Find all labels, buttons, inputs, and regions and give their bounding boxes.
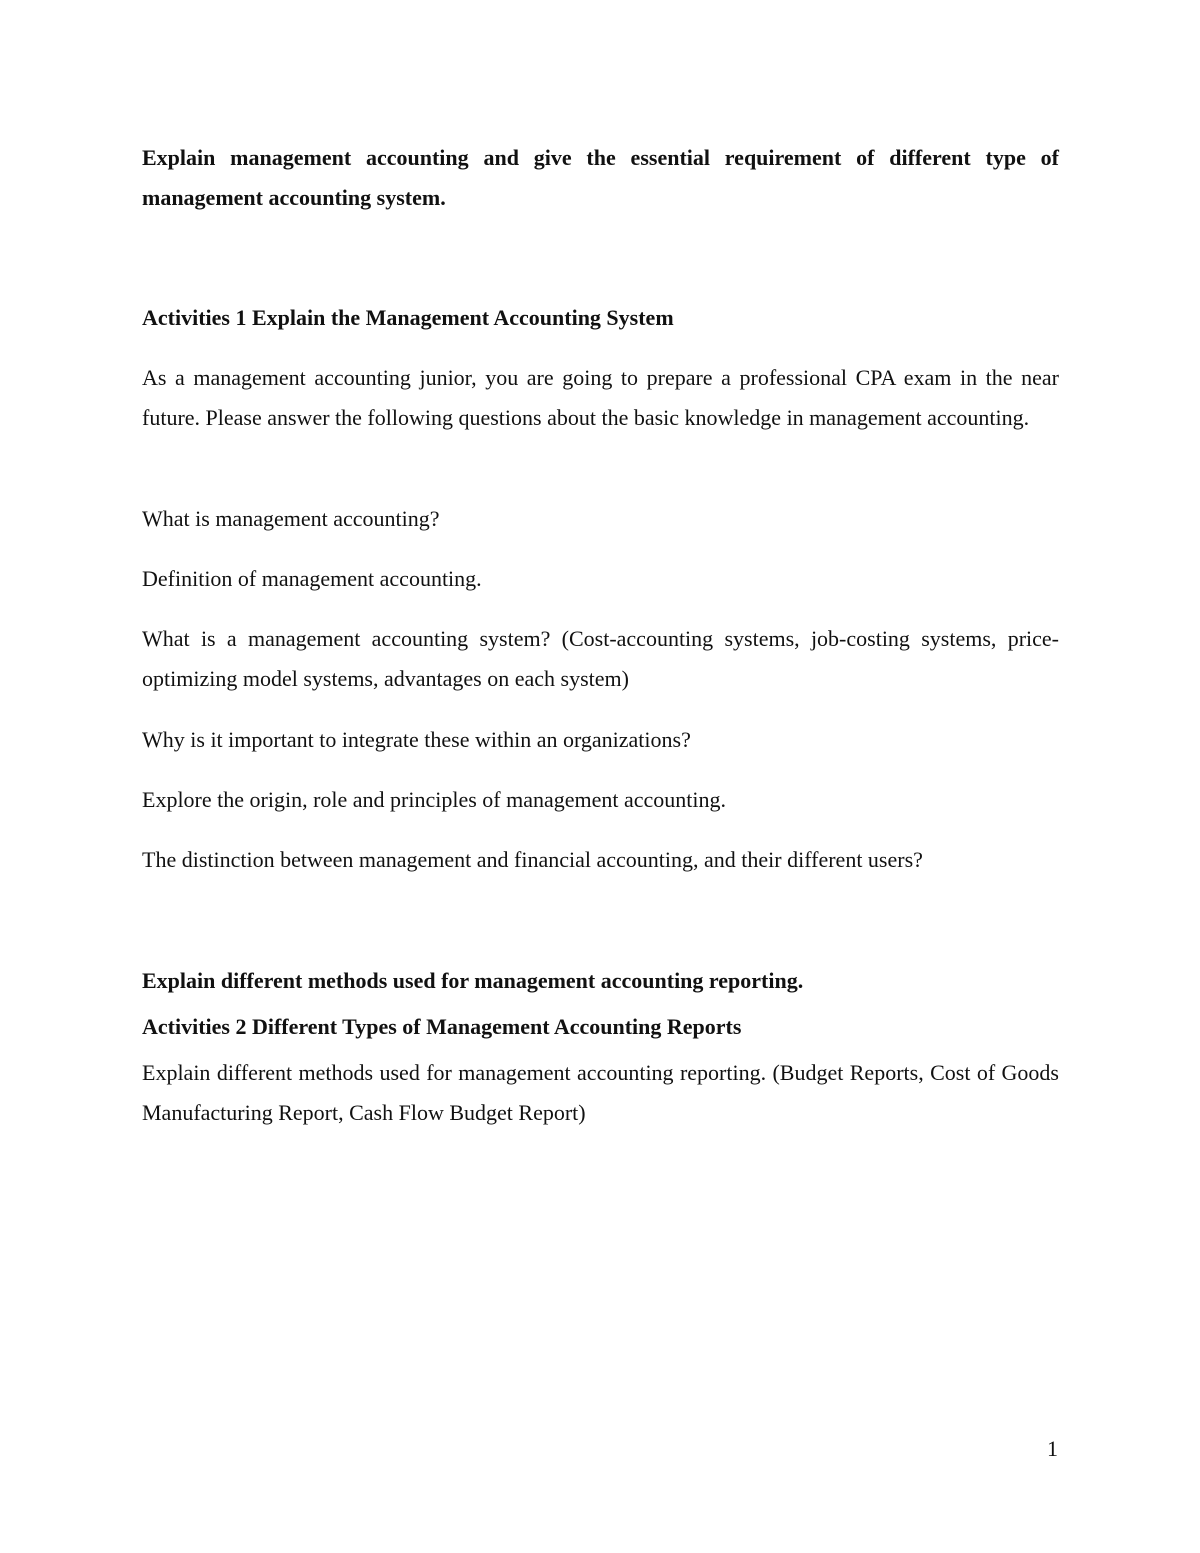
activity2-heading: Activities 2 Different Types of Management Accounting Reports <box>142 1014 742 1039</box>
activity1-intro-paragraph: As a management accounting junior, you are going to prepare a professional CPA exam in the near future. Please answer the following questions about the basic knowledge in management accounting. <box>142 365 1059 430</box>
page-number: 1 <box>1047 1436 1058 1461</box>
activity1-question: Definition of management accounting. <box>142 566 482 591</box>
task1-heading: Explain management accounting and give the essential requirement of different type of management accounting system. <box>142 145 1059 210</box>
activity1-heading: Activities 1 Explain the Management Accounting System <box>142 305 674 330</box>
activity1-question: What is a management accounting system? (Cost-accounting systems, job-costing systems, price-optimizing model systems, advantages on each system) <box>142 626 1059 691</box>
activity1-question: Explore the origin, role and principles of management accounting. <box>142 787 727 812</box>
activity2-body-paragraph: Explain different methods used for management accounting reporting. (Budget Reports, Cost of Goods Manufacturing Report, Cash Flow Budget Report) <box>142 1060 1059 1125</box>
activity1-question: What is management accounting? <box>142 506 440 531</box>
activity1-question: Why is it important to integrate these within an organizations? <box>142 727 691 752</box>
activity1-question: The distinction between management and financial accounting, and their different users? <box>142 847 923 872</box>
task2-heading: Explain different methods used for management accounting reporting. <box>142 968 804 993</box>
